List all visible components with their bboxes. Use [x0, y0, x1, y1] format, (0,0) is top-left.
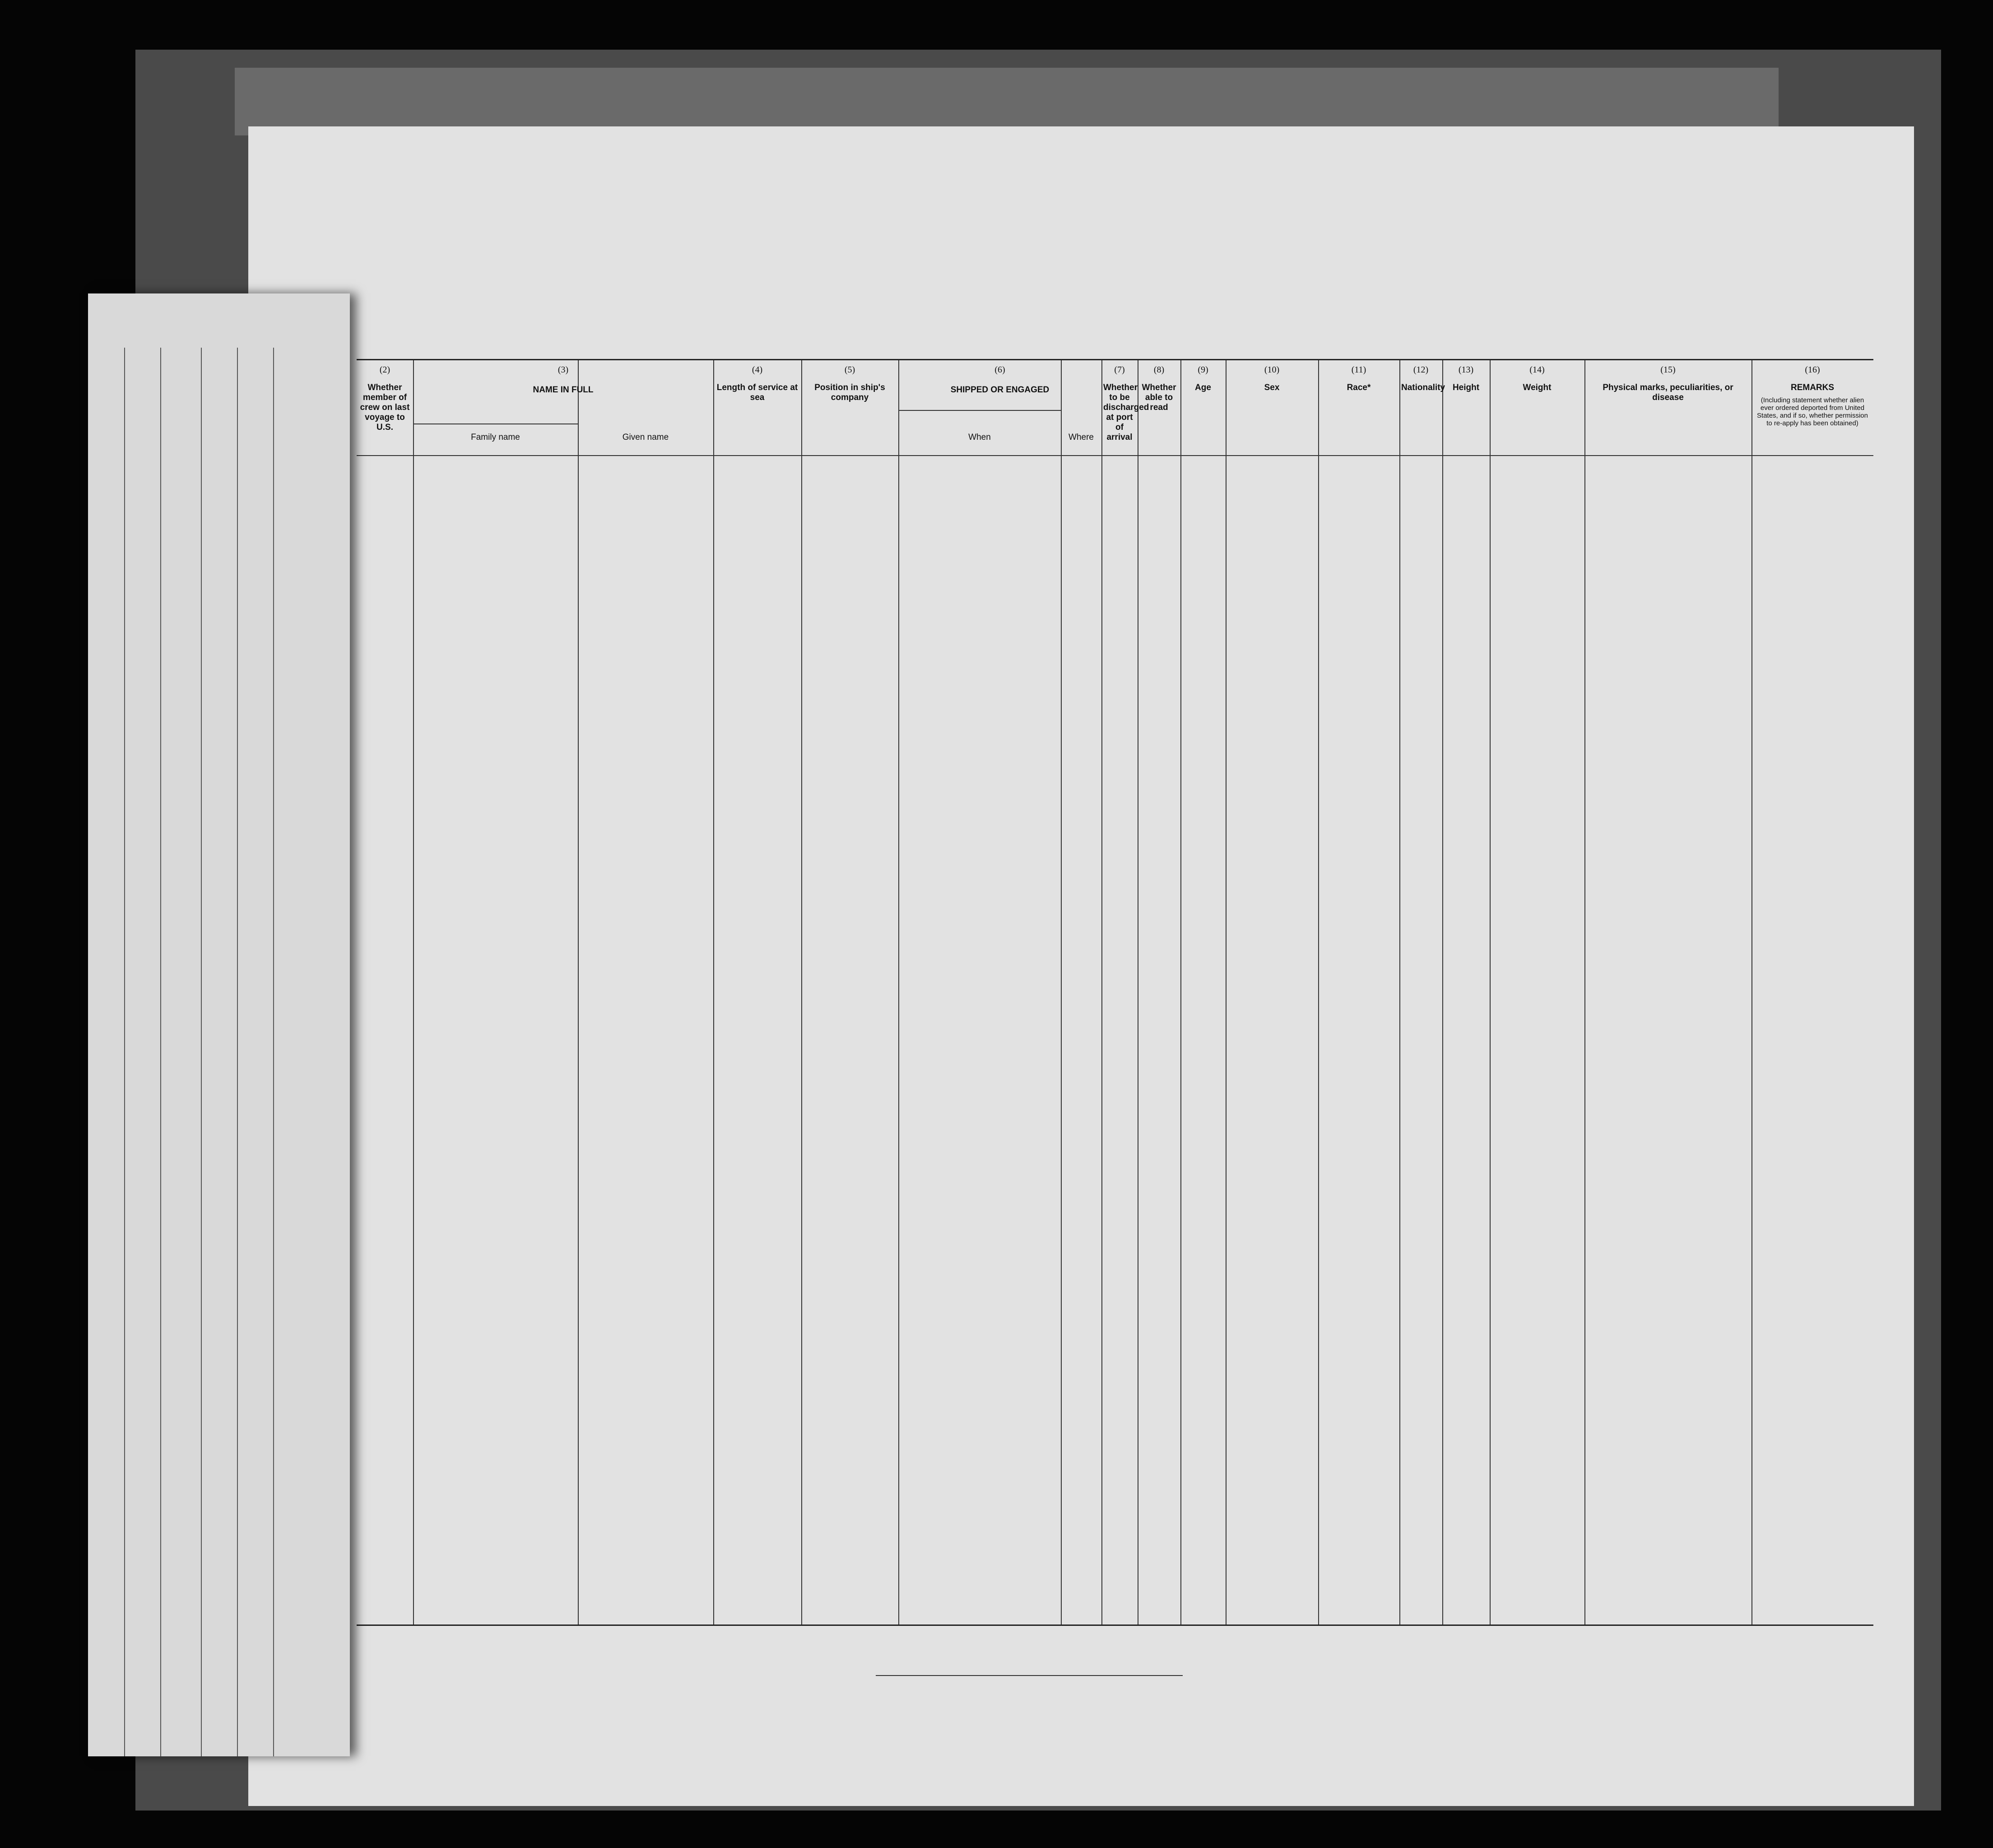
header-rule	[357, 455, 1873, 456]
column-header: Whether member of crew on last voyage to U.S.	[360, 383, 410, 432]
column-number: (11)	[1351, 365, 1366, 375]
column-divider	[1442, 360, 1443, 1625]
column-header: Height	[1452, 383, 1480, 392]
column-divider	[1399, 360, 1400, 1625]
column-number: (9)	[1198, 365, 1208, 375]
column-header: Nationality	[1401, 383, 1445, 392]
column-divider	[1101, 360, 1102, 1625]
column-number: (12)	[1413, 365, 1429, 375]
column-header: Race*	[1347, 383, 1371, 392]
column-divider	[1061, 360, 1062, 1625]
column-divider	[1751, 360, 1752, 1625]
column-header: NAME IN FULL	[533, 385, 594, 395]
column-divider	[801, 360, 802, 1625]
column-subheader: Family name	[471, 433, 520, 442]
column-divider	[1180, 360, 1181, 1625]
discharged-seamen-slip	[88, 293, 350, 1756]
column-subheader: (Including statement whether alien ever ordered deported from United States, and if so, whether permission to re-apply has been obtained)	[1757, 396, 1868, 427]
column-subheader: Where	[1069, 433, 1094, 442]
column-number: (7)	[1114, 365, 1125, 375]
column-number: (14)	[1529, 365, 1545, 375]
column-header: REMARKS	[1790, 383, 1835, 392]
column-divider	[898, 360, 899, 1625]
column-number: (2)	[379, 365, 390, 375]
column-divider	[713, 360, 714, 1625]
column-number: (10)	[1264, 365, 1280, 375]
column-number: (15)	[1660, 365, 1676, 375]
column-subheader: When	[968, 433, 991, 442]
column-number: (13)	[1458, 365, 1474, 375]
sheet-number	[1702, 204, 1713, 221]
column-divider	[1490, 360, 1491, 1625]
column-subheader: Given name	[622, 433, 669, 442]
column-number: (5)	[844, 365, 855, 375]
column-number: (8)	[1153, 365, 1165, 375]
column-header: SHIPPED OR ENGAGED	[950, 385, 1050, 395]
column-header: Position in ship's company	[814, 383, 885, 402]
column-number: (4)	[752, 365, 763, 375]
column-number: (16)	[1805, 365, 1820, 375]
column-divider	[578, 360, 579, 1625]
header-rule	[898, 410, 1061, 411]
column-header: Age	[1195, 383, 1211, 392]
back-sheet-header	[235, 68, 1779, 135]
column-number: (6)	[994, 365, 1005, 375]
column-header: Sex	[1264, 383, 1280, 392]
column-header: Physical marks, peculiarities, or disease	[1603, 383, 1733, 402]
column-divider	[1318, 360, 1319, 1625]
crew-table	[357, 359, 1873, 1626]
column-divider	[413, 360, 414, 1625]
column-header: Whether to be discharged at port of arrival	[1103, 383, 1149, 442]
column-header: Length of service at sea	[716, 383, 798, 402]
column-header: Weight	[1523, 383, 1552, 392]
column-header: Whether able to read	[1142, 383, 1176, 412]
arriving-field	[763, 316, 790, 334]
column-number: (3)	[557, 365, 569, 375]
signature-line	[876, 1675, 1183, 1676]
column-divider	[1584, 360, 1585, 1625]
